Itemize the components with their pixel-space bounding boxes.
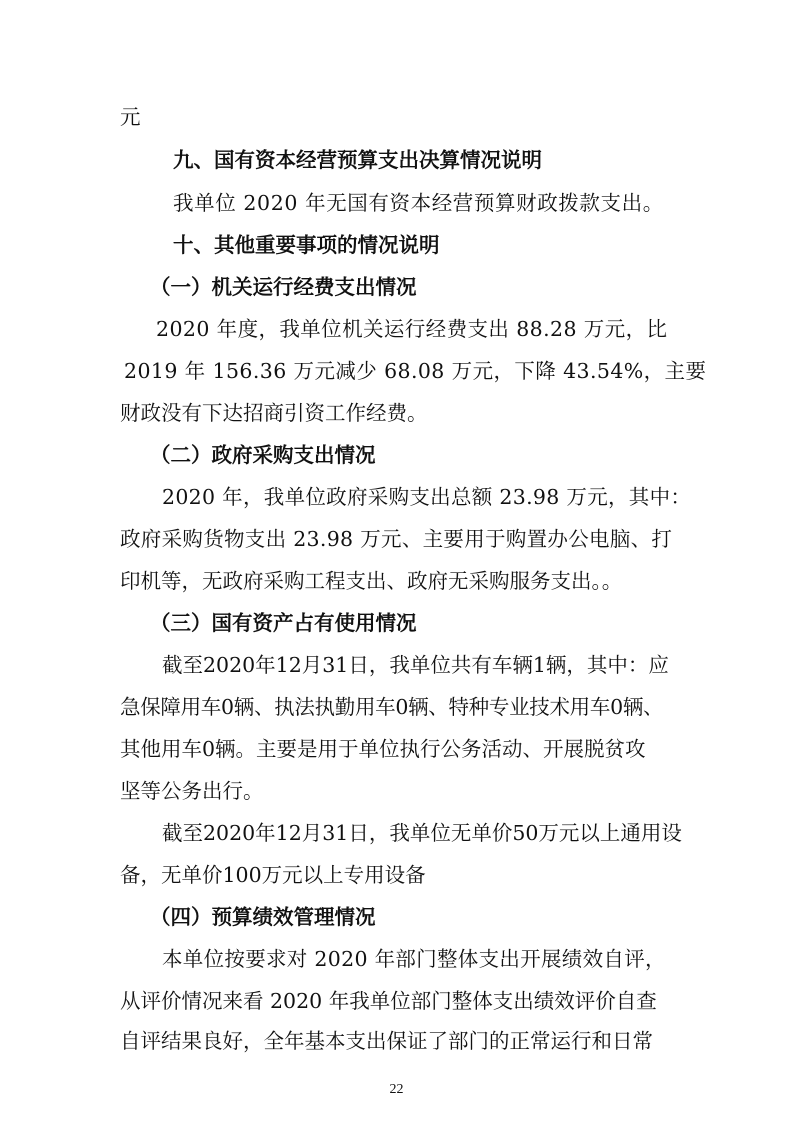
text-line: 印机等，无政府采购工程支出、政府无采购服务支出。。 xyxy=(120,569,623,593)
section-heading-10: 十、其他重要事项的情况说明 xyxy=(173,233,440,257)
section-heading-9: 九、国有资本经营预算支出决算情况说明 xyxy=(173,148,542,172)
subsection-heading-4: （四）预算绩效管理情况 xyxy=(150,905,376,929)
page-number: 22 xyxy=(389,1082,404,1097)
subsection-heading-2: （二）政府采购支出情况 xyxy=(150,443,376,467)
text-line: 我单位 2020 年无国有资本经营预算财政拨款支出。 xyxy=(173,191,664,215)
text-line: 2020 年，我单位政府采购支出总额 23.98 万元，其中： xyxy=(162,485,692,509)
text-line: 截至2020年12月31日，我单位无单价50万元以上通用设 xyxy=(162,821,682,845)
subsection-heading-3: （三）国有资产占有使用情况 xyxy=(150,611,417,635)
text-line: 2020 年度，我单位机关运行经费支出 88.28 万元，比 xyxy=(156,317,668,341)
text-line: 从评价情况来看 2020 年我单位部门整体支出绩效评价自查 xyxy=(120,989,657,1013)
text-line: 急保障用车0辆、执法执勤用车0辆、特种专业技术用车0辆、 xyxy=(120,695,664,719)
text-line: 本单位按要求对 2020 年部门整体支出开展绩效自评， xyxy=(162,947,666,971)
subsection-heading-1: （一）机关运行经费支出情况 xyxy=(150,275,417,299)
text-line: 2019 年 156.36 万元减少 68.08 万元，下降 43.54%，主要 xyxy=(124,359,707,383)
text-line: 备，无单价100万元以上专用设备 xyxy=(120,863,426,887)
text-line: 政府采购货物支出 23.98 万元、主要用于购置办公电脑、打 xyxy=(120,527,673,551)
text-line: 坚等公务出行。 xyxy=(120,779,264,803)
text-line: 其他用车0辆。主要是用于单位执行公务活动、开展脱贫攻 xyxy=(120,737,646,761)
text-line: 元 xyxy=(120,105,141,129)
text-line: 财政没有下达招商引资工作经费。 xyxy=(120,401,428,425)
text-line: 截至2020年12月31日，我单位共有车辆1辆，其中：应 xyxy=(162,653,669,677)
text-line: 自评结果良好，全年基本支出保证了部门的正常运行和日常 xyxy=(120,1029,653,1053)
